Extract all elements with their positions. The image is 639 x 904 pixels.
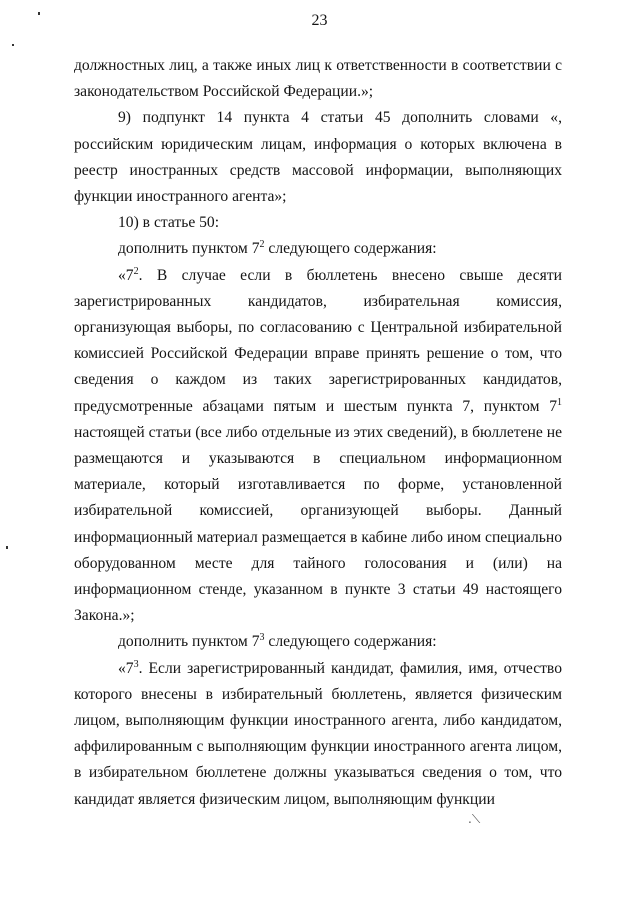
superscript: 3: [133, 658, 139, 670]
text-run: 9) подпункт 14 пункта 4 статьи 45 дополнить словами «, российским юридическим лицам, информация о которых включена в реестр иностранных средств массовой информации, выполняющих функции иностранного агента»;: [74, 109, 562, 206]
text-run: . В случае если в бюллетень внесено свыше десяти зарегистрированных кандидатов, избирательная комиссия, организующая выборы, по согласованию с Центральной избирательной комиссией Российской Федерации вправе принять решение о том, что сведения о каждом из таких зарегистрированных кандидатов, предусмотренные абзацами пятым и шестым пункта 7, пунктом 7: [74, 266, 562, 415]
text-run: дополнить пунктом 7: [118, 240, 260, 258]
paragraph: [74, 236, 562, 262]
superscript: 2: [133, 265, 139, 277]
paragraph: [74, 53, 562, 105]
text-run: следующего содержания:: [264, 633, 437, 651]
text-run: настоящей статьи (все либо отдельные из этих сведений), в бюллетене не размещаются и указываются в специальном информационном материале, который изготавливается по форме, установленной избирательной комиссией, организующей выборы. Данный информационный материал размещается в кабине либо ином специально оборудованном месте для тайного голосования и (или) на информационном стенде, указанном в пункте 3 статьи 49 настоящего Закона.»;: [74, 423, 562, 625]
text-run: следующего содержания:: [264, 240, 437, 258]
text-run: «7: [118, 266, 134, 284]
paragraph: [74, 210, 562, 236]
scan-mark: .⟍: [468, 812, 481, 826]
superscript: 2: [259, 239, 265, 251]
text-run: дополнить пунктом 7: [118, 633, 260, 651]
text-run: . Если зарегистрированный кандидат, фамилия, имя, отчество которого внесены в избирательный бюллетень, является физическим лицом, выполняющим функции иностранного агента, либо кандидатом, аффилированным с выполняющим функции иностранного агента лицом, в избирательном бюллетене должны указываться сведения о том, что кандидат является физическим лицом, выполняющим функции: [74, 659, 562, 808]
paragraph: [74, 105, 562, 210]
scan-speck: [12, 44, 14, 46]
superscript: 1: [557, 396, 562, 408]
text-run: 10) в статье 50:: [118, 214, 220, 232]
document-body: [74, 53, 562, 813]
scan-speck: [6, 546, 8, 549]
text-run: должностных лиц, а также иных лиц к ответственности в соответствии с законодательством Российской Федерации.»;: [74, 57, 562, 101]
paragraph: [74, 656, 562, 813]
superscript: 3: [259, 632, 265, 644]
text-run: «7: [118, 659, 134, 677]
page-number: 23: [311, 12, 328, 29]
paragraph: [74, 263, 562, 630]
scan-speck: [38, 12, 40, 15]
paragraph: [74, 629, 562, 655]
